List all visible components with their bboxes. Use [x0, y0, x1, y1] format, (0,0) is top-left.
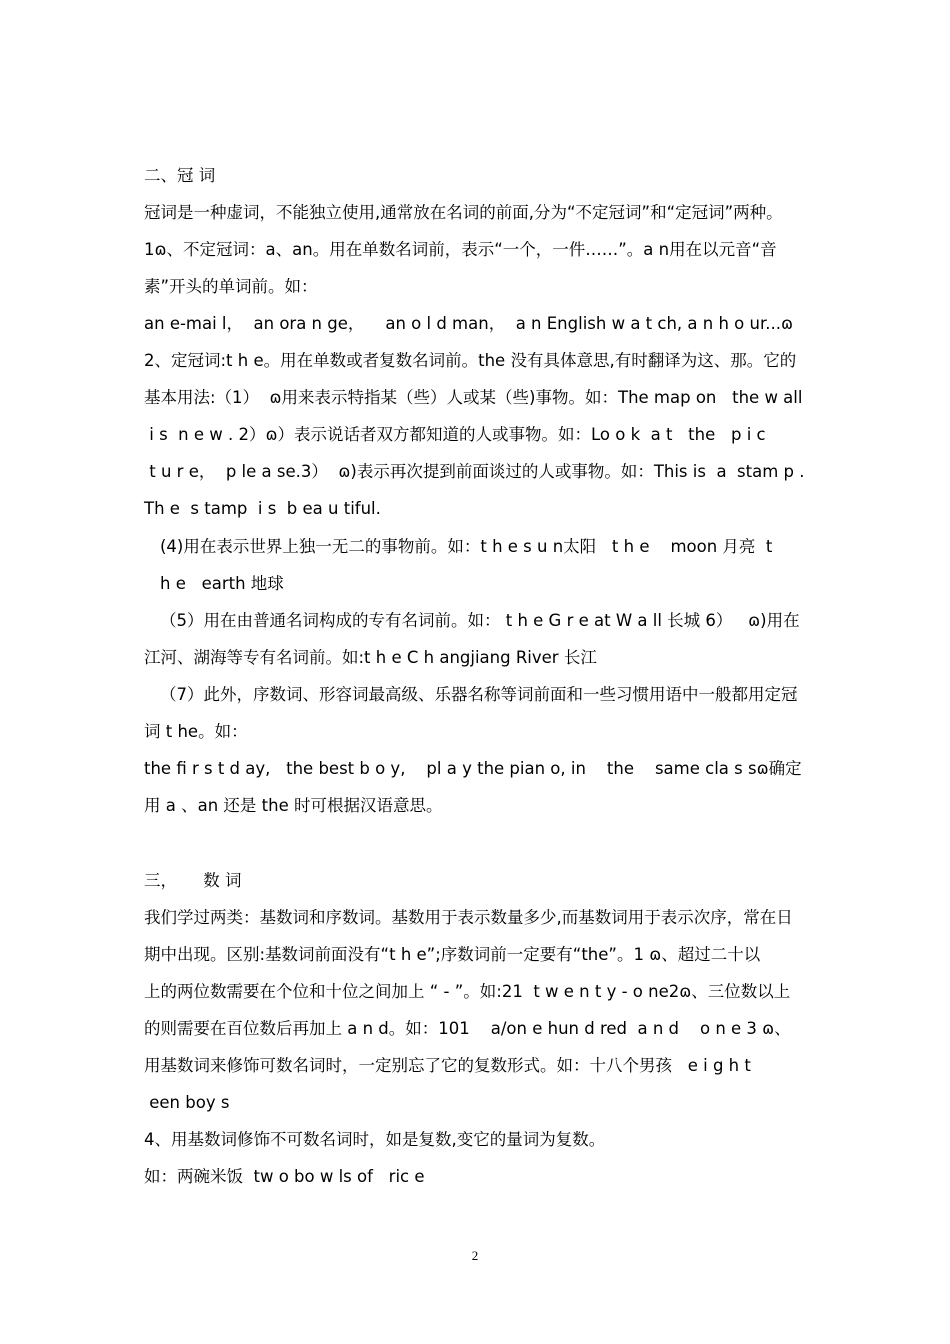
- paragraph-line: （5）用在由普通名词构成的专有名词前。如： t h e G r e at W a ll 长城 6） ɷ)用在: [160, 611, 800, 630]
- paragraph-line: i s n e w . 2）ɷ）表示说话者双方都知道的人或事物。如：Lo o k a t the p i c: [144, 425, 766, 444]
- paragraph-line: an e-mai l， an ora n ge， an o l d man， a n English w a t ch, a n h o ur...ɷ: [144, 314, 793, 333]
- section-heading-numerals: 三， 数 词: [144, 871, 242, 890]
- paragraph-line: 我们学过两类：基数词和序数词。基数用于表示数量多少,而基数词用于表示次序，常在日: [144, 908, 793, 927]
- paragraph-line: 用基数词来修饰可数名词时，一定别忘了它的复数形式。如：十八个男孩 e i g h t: [144, 1056, 751, 1075]
- paragraph-line: Th e s tamp i s b ea u tiful.: [144, 499, 381, 518]
- section-heading-articles: 二、冠 词: [144, 166, 216, 185]
- paragraph-line: the fi r s t d ay, the best b o y, pl a y the pian o, in the same cla s sɷ确定: [144, 759, 802, 778]
- paragraph-line: 期中出现。区别:基数词前面没有“t h e”;序数词前一定要有“the”。1 ɷ、超过二十以: [144, 945, 761, 964]
- paragraph-line: 江河、湖海等专有名词前。如:t h e C h angjiang River 长江: [144, 648, 597, 667]
- paragraph-line: 2、定冠词:t h e。用在单数或者复数名词前。the 没有具体意思,有时翻译为这、那。它的: [144, 351, 797, 370]
- paragraph-line: 基本用法:（1） ɷ用来表示特指某（些）人或某（些)事物。如：The map on the w all: [144, 388, 803, 407]
- paragraph-line: een boy s: [144, 1093, 230, 1112]
- paragraph-line: 如：两碗米饭 tw o bo w ls of ric e: [144, 1167, 425, 1186]
- page-number: 2: [471, 1248, 479, 1263]
- paragraph-line: 上的两位数需要在个位和十位之间加上 “ - ”。如:21 t w e n t y - o ne2ɷ、三位数以上: [144, 982, 791, 1001]
- paragraph-line: （7）此外，序数词、形容词最高级、乐器名称等词前面和一些习惯用语中一般都用定冠: [160, 685, 798, 704]
- paragraph-line: 1ɷ、不定冠词：a、an。用在单数名词前，表示“一个，一件……”。a n用在以元音“音: [144, 240, 777, 259]
- paragraph-line: 冠词是一种虚词，不能独立使用,通常放在名词的前面,分为“不定冠词”和“定冠词”两种。: [144, 203, 783, 222]
- paragraph-line: 4、用基数词修饰不可数名词时，如是复数,变它的量词为复数。: [144, 1130, 606, 1149]
- paragraph-line: (4)用在表示世界上独一无二的事物前。如：t h e s u n太阳 t h e moon 月亮 t: [160, 537, 773, 556]
- paragraph-line: 的则需要在百位数后再加上 a n d。如：101 a/on e hun d red a n d o n e 3 ɷ、: [144, 1019, 791, 1038]
- paragraph-line: 用 a 、an 还是 the 时可根据汉语意思。: [144, 796, 443, 815]
- paragraph-line: 词 t he。如：: [144, 722, 248, 741]
- paragraph-line: 素”开头的单词前。如：: [144, 277, 318, 296]
- paragraph-line: t u r e， p le a se.3） ɷ)表示再次提到前面谈过的人或事物。如：This is a stam p .: [144, 462, 805, 481]
- paragraph-line: h e earth 地球: [160, 574, 284, 593]
